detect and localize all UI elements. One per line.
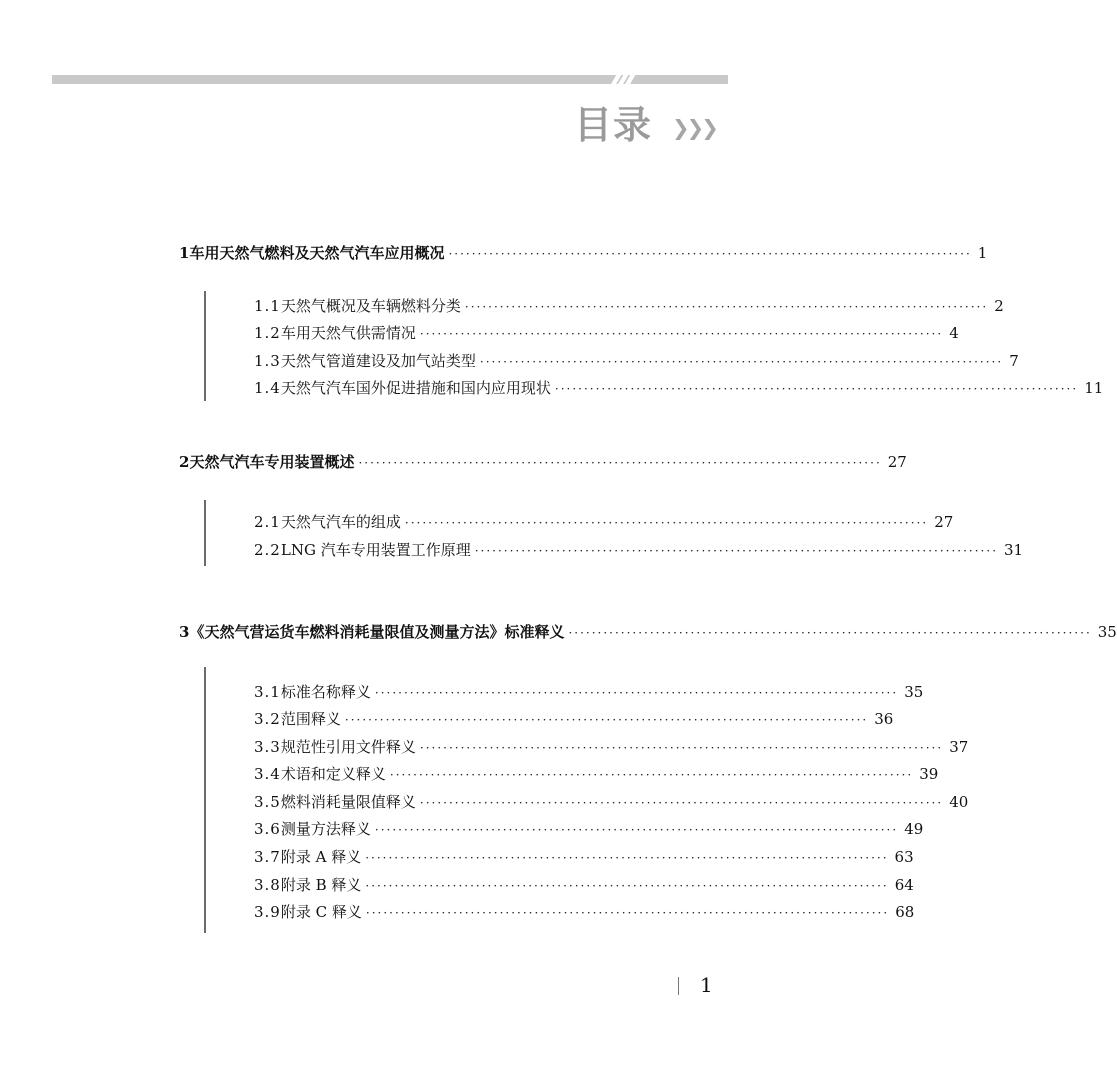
section-number: 1.1 bbox=[254, 297, 281, 315]
page-number: 35 bbox=[1097, 623, 1117, 641]
section-number: 3.8 bbox=[254, 876, 281, 894]
toc-chapter-1[interactable] bbox=[179, 242, 988, 263]
toc-section-1-4[interactable] bbox=[254, 377, 1104, 398]
page-number: 40 bbox=[949, 793, 969, 811]
section-title: LNG 汽车专用装置工作原理 bbox=[280, 541, 471, 559]
section-number: 3.6 bbox=[254, 820, 281, 838]
page-number: 11 bbox=[1084, 379, 1104, 397]
dot-leader: ·························································································· bbox=[404, 516, 929, 530]
section-title: 天然气汽车的组成 bbox=[280, 513, 401, 531]
toc-chapter-2[interactable] bbox=[179, 451, 907, 472]
section-number: 3.1 bbox=[254, 683, 281, 701]
section-group-bar bbox=[204, 291, 206, 401]
toc-section-3-7[interactable] bbox=[254, 846, 914, 867]
page-number: 2 bbox=[994, 297, 1004, 315]
page-number: 35 bbox=[904, 683, 924, 701]
section-title: 车用天然气供需情况 bbox=[280, 324, 416, 342]
dot-leader: ·························································································· bbox=[374, 823, 899, 837]
chapter-number: 1 bbox=[179, 244, 190, 262]
toc-section-2-2[interactable] bbox=[254, 539, 1024, 560]
toc-section-2-1[interactable] bbox=[254, 511, 954, 532]
toc-chapter-3[interactable] bbox=[179, 621, 1117, 642]
section-title: 测量方法释义 bbox=[280, 820, 371, 838]
toc-section-3-1[interactable] bbox=[254, 681, 924, 702]
toc-section-3-2[interactable] bbox=[254, 708, 894, 729]
dot-leader: ·························································································· bbox=[365, 879, 889, 893]
page-number: 4 bbox=[949, 324, 959, 342]
section-title: 范围释义 bbox=[280, 710, 341, 728]
section-number: 1.2 bbox=[254, 324, 281, 342]
page-number: 1 bbox=[977, 244, 988, 262]
chevron-right-icon: ❯❯❯ bbox=[672, 116, 716, 140]
section-title: 燃料消耗量限值释义 bbox=[280, 793, 416, 811]
page-number: 27 bbox=[887, 453, 907, 471]
page-number: 64 bbox=[894, 876, 914, 894]
section-group-bar bbox=[204, 667, 206, 933]
section-title: 附录 C 释义 bbox=[280, 903, 362, 921]
section-number: 3.3 bbox=[254, 738, 281, 756]
toc-section-3-6[interactable] bbox=[254, 818, 924, 839]
section-number: 3.4 bbox=[254, 765, 281, 783]
footer-divider bbox=[678, 977, 679, 995]
toc-section-3-5[interactable] bbox=[254, 791, 969, 812]
toc-section-1-3[interactable] bbox=[254, 350, 1019, 371]
section-number: 2.1 bbox=[254, 513, 281, 531]
dot-leader: ·························································································· bbox=[448, 247, 972, 261]
dot-leader: ·························································································· bbox=[365, 906, 890, 920]
chapter-number: 3 bbox=[179, 623, 190, 641]
toc-section-3-9[interactable] bbox=[254, 901, 915, 922]
toc-section-3-4[interactable] bbox=[254, 763, 939, 784]
dot-leader: ·························································································· bbox=[479, 355, 1004, 369]
section-title: 术语和定义释义 bbox=[280, 765, 386, 783]
dot-leader: ·························································································· bbox=[365, 851, 889, 865]
footer-page-number: 1 bbox=[700, 973, 713, 997]
section-number: 3.5 bbox=[254, 793, 281, 811]
section-group-bar bbox=[204, 500, 206, 566]
toc-section-3-8[interactable] bbox=[254, 874, 914, 895]
dot-leader: ·························································································· bbox=[419, 327, 944, 341]
section-number: 1.4 bbox=[254, 379, 281, 397]
section-number: 1.3 bbox=[254, 352, 281, 370]
section-number: 3.7 bbox=[254, 848, 281, 866]
section-title: 规范性引用文件释义 bbox=[280, 738, 416, 756]
dot-leader: ·························································································· bbox=[474, 544, 999, 558]
chapter-number: 2 bbox=[179, 453, 190, 471]
page-number: 39 bbox=[919, 765, 939, 783]
dot-leader: ·························································································· bbox=[554, 382, 1079, 396]
toc-section-3-3[interactable] bbox=[254, 736, 969, 757]
page-number: 36 bbox=[874, 710, 894, 728]
section-title: 天然气概况及车辆燃料分类 bbox=[280, 297, 461, 315]
dot-leader: ·························································································· bbox=[568, 626, 1092, 640]
chapter-title: 《天然气营运货车燃料消耗量限值及测量方法》标准释义 bbox=[189, 623, 565, 641]
page-number: 27 bbox=[934, 513, 954, 531]
section-title: 天然气汽车国外促进措施和国内应用现状 bbox=[280, 379, 551, 397]
dot-leader: ·························································································· bbox=[344, 713, 869, 727]
dot-leader: ·························································································· bbox=[374, 686, 899, 700]
page-title: 目录 bbox=[574, 103, 653, 147]
toc-section-1-2[interactable] bbox=[254, 322, 959, 343]
page-number: 68 bbox=[895, 903, 915, 921]
section-number: 3.2 bbox=[254, 710, 281, 728]
dot-leader: ·························································································· bbox=[389, 768, 914, 782]
chapter-title: 车用天然气燃料及天然气汽车应用概况 bbox=[189, 244, 445, 262]
chapter-title: 天然气汽车专用装置概述 bbox=[189, 453, 355, 471]
page-number: 49 bbox=[904, 820, 924, 838]
dot-leader: ·························································································· bbox=[358, 456, 882, 470]
section-title: 天然气管道建设及加气站类型 bbox=[280, 352, 476, 370]
dot-leader: ·························································································· bbox=[419, 741, 944, 755]
section-title: 附录 A 释义 bbox=[280, 848, 362, 866]
page-number: 37 bbox=[949, 738, 969, 756]
section-number: 3.9 bbox=[254, 903, 281, 921]
section-number: 2.2 bbox=[254, 541, 281, 559]
page-number: 7 bbox=[1009, 352, 1019, 370]
page-number: 63 bbox=[894, 848, 914, 866]
section-title: 附录 B 释义 bbox=[280, 876, 362, 894]
dot-leader: ·························································································· bbox=[464, 300, 989, 314]
page-number: 31 bbox=[1004, 541, 1024, 559]
section-title: 标准名称释义 bbox=[280, 683, 371, 701]
toc-section-1-1[interactable] bbox=[254, 295, 1004, 316]
dot-leader: ·························································································· bbox=[419, 796, 944, 810]
